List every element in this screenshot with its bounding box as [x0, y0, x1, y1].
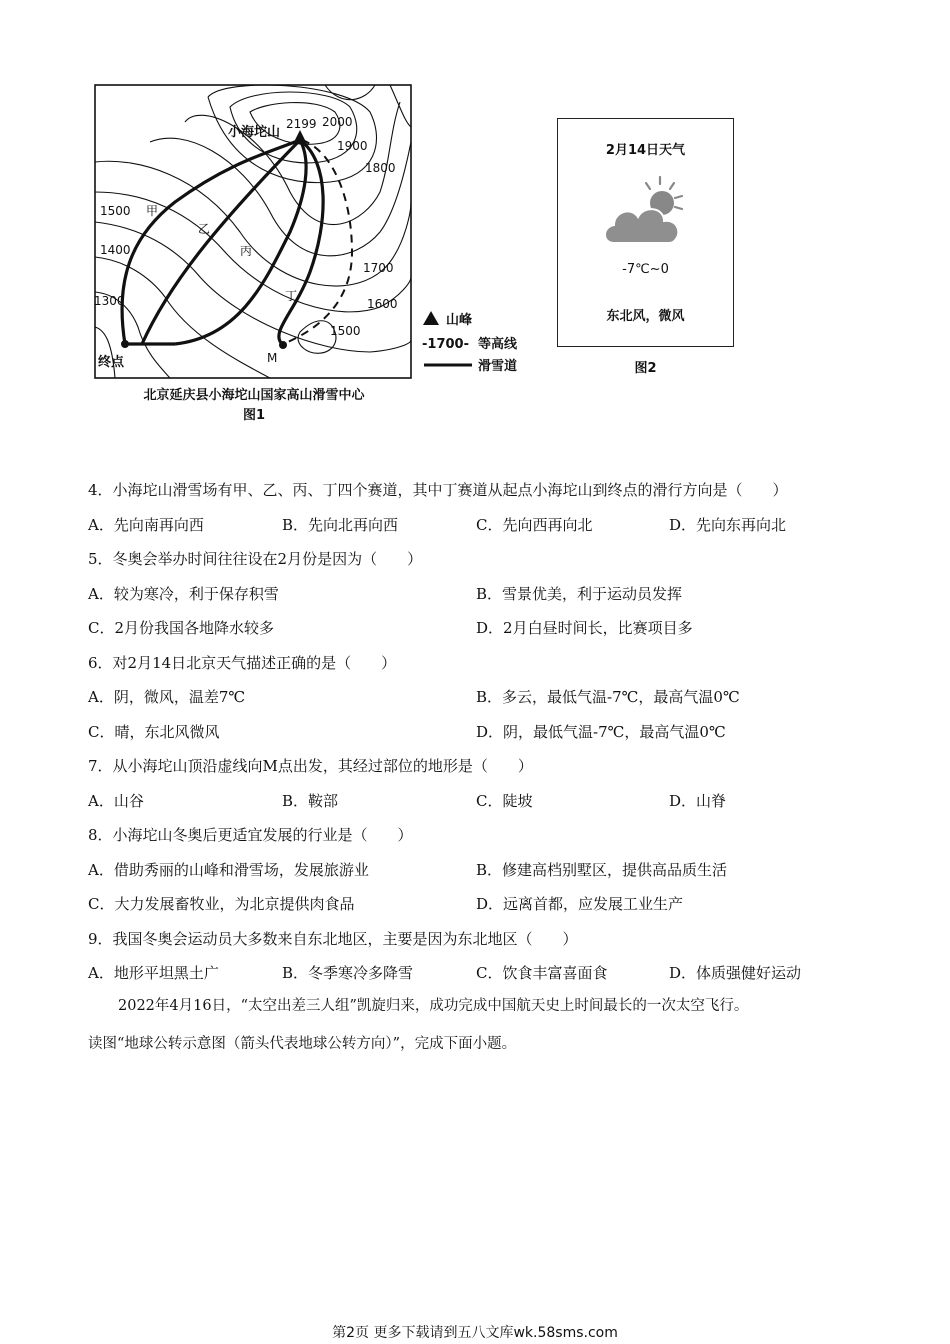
- question-4-option-a: A．先向南再向西: [88, 516, 204, 534]
- run-label-yi: 乙: [198, 222, 211, 236]
- contour-label-1900: 1900: [337, 139, 368, 153]
- question-8-option-c: C．大力发展畜牧业，为北京提供肉食品: [88, 895, 355, 913]
- run-label-bing: 丙: [240, 244, 253, 258]
- contour-label-1400: 1400: [100, 243, 131, 257]
- end-point-marker: [121, 340, 129, 348]
- question-9-option-b: B．冬季寒冷多降雪: [282, 964, 414, 982]
- figure1-caption: 图1: [242, 408, 266, 423]
- question-7-option-d: D．山脊: [669, 792, 727, 810]
- question-5-option-a: A．较为寒冷，利于保存积雪: [88, 585, 279, 603]
- ski-run-jia: [122, 140, 300, 344]
- question-6-option-d: D．阴，最低气温-7℃，最高气温0℃: [476, 723, 726, 741]
- legend-contour-label: 等高线: [478, 337, 518, 352]
- question-5-option-c: C．2月份我国各地降水较多: [88, 619, 275, 637]
- question-4-option-b: B．先向北再向西: [282, 516, 399, 534]
- peak-height-label: 2199: [286, 117, 317, 131]
- question-8-option-a: A．借助秀丽的山峰和滑雪场，发展旅游业: [88, 861, 369, 879]
- run-label-ding: 丁: [285, 289, 298, 303]
- question-8-option-d: D．远离首都，应发展工业生产: [476, 895, 684, 913]
- passage-line-1: 2022年4月16日，“太空出差三人组”凯旋归来，成功完成中国航天史上时间最长的一次太空飞行。: [118, 998, 749, 1014]
- question-9-option-c: C．饮食丰富喜面食: [476, 964, 608, 982]
- weather-temperature: -7℃~0: [622, 262, 669, 277]
- question-6-stem: 6．对2月14日北京天气描述正确的是（ ）: [88, 654, 397, 672]
- contour-label-1500-east: 1500: [330, 324, 361, 338]
- question-7-option-c: C．陡坡: [476, 792, 533, 810]
- peak-name-label: 小海坨山: [228, 125, 281, 140]
- contour-label-1500-west: 1500: [100, 204, 131, 218]
- contour-label-1600: 1600: [367, 297, 398, 311]
- question-4-option-d: D．先向东再向北: [669, 516, 787, 534]
- legend-peak-icon: [423, 311, 439, 325]
- question-6-option-c: C．晴，东北风微风: [88, 723, 220, 741]
- contour-label-1300: 1300: [94, 294, 125, 308]
- question-5-option-d: D．2月白昼时间长，比赛项目多: [476, 619, 693, 637]
- contour-map-figure: [90, 82, 530, 382]
- ski-run-yi: [142, 140, 300, 344]
- legend-peak-label: 山峰: [446, 313, 473, 328]
- question-9-option-a: A．地形平坦黑土广: [88, 964, 219, 982]
- run-label-jia: 甲: [146, 204, 159, 218]
- question-9-option-d: D．体质强健好运动: [669, 964, 802, 982]
- contour-label-1700: 1700: [363, 261, 394, 275]
- legend-ski-run-label: 滑雪道: [478, 359, 518, 374]
- weather-panel: [557, 118, 734, 347]
- figure2-caption: 图2: [634, 361, 657, 376]
- question-7-option-b: B．鞍部: [282, 792, 339, 810]
- question-4-option-c: C．先向西再向北: [476, 516, 593, 534]
- question-9-stem: 9．我国冬奥会运动员大多数来自东北地区，主要是因为东北地区（ ）: [88, 930, 578, 948]
- partly-cloudy-icon: [602, 175, 692, 250]
- m-point-marker: [279, 341, 287, 349]
- end-point-label: 终点: [98, 355, 125, 370]
- weather-title: 2月14日天气: [605, 143, 686, 158]
- question-5-option-b: B．雪景优美，利于运动员发挥: [476, 585, 683, 603]
- weather-wind: 东北风，微风: [606, 309, 685, 324]
- m-point-label: M: [267, 351, 278, 365]
- question-5-stem: 5．冬奥会举办时间往往设在2月份是因为（ ）: [88, 550, 423, 568]
- legend-contour-sample: -1700-: [422, 337, 469, 352]
- question-7-stem: 7．从小海坨山顶沿虚线向M点出发，其经过部位的地形是（ ）: [88, 757, 533, 775]
- question-4-stem: 4．小海坨山滑雪场有甲、乙、丙、丁四个赛道，其中丁赛道从起点小海坨山到终点的滑行方向是（ ）: [88, 481, 788, 499]
- question-7-option-a: A．山谷: [88, 792, 144, 810]
- ski-run-bing: [175, 140, 306, 344]
- question-8-stem: 8．小海坨山冬奥后更适宜发展的行业是（ ）: [88, 826, 413, 844]
- passage-line-2: 读图“地球公转示意图（箭头代表地球公转方向）”，完成下面小题。: [88, 1036, 517, 1052]
- question-6-option-a: A．阴，微风，温差7℃: [88, 688, 246, 706]
- page-footer: 第2页 更多下载请到五八文库wk.58sms.com: [332, 1325, 618, 1341]
- figure1-title: 北京延庆县小海坨山国家高山滑雪中心: [143, 388, 365, 403]
- contour-label-2000: 2000: [322, 115, 353, 129]
- question-6-option-b: B．多云，最低气温-7℃，最高气温0℃: [476, 688, 740, 706]
- contour-label-1800: 1800: [365, 161, 396, 175]
- question-8-option-b: B．修建高档别墅区，提供高品质生活: [476, 861, 728, 879]
- peak-icon: [293, 130, 307, 144]
